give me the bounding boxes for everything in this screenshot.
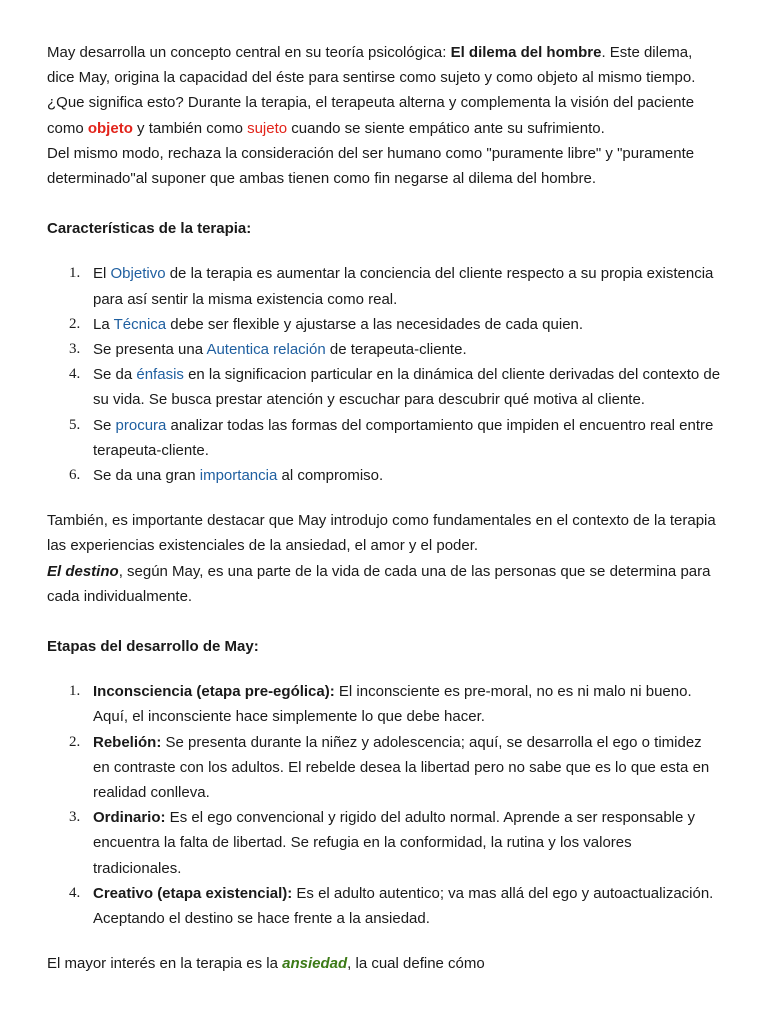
list-number: 5. <box>69 416 81 433</box>
item-text: en la significacion particular en la dinámica del cliente derivadas del contexto de su vida. Se busca prestar atención y escuchar para descubrir qué motiva al cliente. <box>93 366 721 409</box>
keyword-link: Objetivo <box>110 265 166 283</box>
intro-text-1: May desarrolla un concepto central en su teoría psicológica: <box>47 44 451 61</box>
keyword-link: procura <box>115 416 167 434</box>
list-item <box>69 261 722 311</box>
list-number: 4. <box>69 366 81 383</box>
list-item <box>69 730 722 806</box>
para-text: , la cual define cómo <box>347 955 485 973</box>
item-text: Se da <box>93 366 137 384</box>
item-text: Se presenta una <box>93 341 207 359</box>
para-text: El mayor interés en la terapia es la <box>47 955 283 973</box>
list-number: 2. <box>69 315 81 332</box>
item-text: Se <box>93 416 116 434</box>
objeto-word: objeto <box>87 119 133 137</box>
item-text: Se da una gran <box>93 467 200 485</box>
stage-title: Ordinario: <box>93 809 166 827</box>
list-item <box>69 805 722 881</box>
item-text: de terapeuta-cliente. <box>325 341 467 359</box>
list-item <box>69 881 722 931</box>
list-item <box>69 362 722 412</box>
stage-text: Es el adulto autentico; va mas allá del ego y autoactualización. Aceptando el destino se hace frente a la ansiedad. <box>93 884 714 928</box>
list-item <box>69 312 722 337</box>
list-number: 6. <box>69 467 81 484</box>
stage-title: Inconsciencia (etapa pre-ególica): <box>93 683 335 701</box>
stage-title: Creativo (etapa existencial): <box>93 884 293 902</box>
list-number: 3. <box>69 809 81 826</box>
ansiedad-paragraph <box>47 951 722 976</box>
item-text: La <box>93 315 114 333</box>
caracteristicas-list <box>47 261 722 488</box>
keyword-link: Autentica relación <box>206 341 326 359</box>
list-number: 4. <box>69 884 81 901</box>
caracteristicas-heading: Características de la terapia: <box>47 220 252 238</box>
el-destino-term: El destino <box>47 562 119 580</box>
keyword-link: énfasis <box>136 366 184 384</box>
ansiedad-term: ansiedad <box>282 955 348 973</box>
list-item <box>69 679 722 729</box>
item-text: El <box>93 265 111 283</box>
intro-paragraph <box>47 40 722 191</box>
sujeto-word: sujeto <box>247 119 288 137</box>
intro-text-4: cuando se siente empático ante su sufrimiento. <box>287 119 605 137</box>
list-item <box>69 463 722 488</box>
destino-paragraph <box>47 508 722 609</box>
intro-text-5: Del mismo modo, rechaza la consideración del ser humano como "puramente libre" y "puramente determinado"al suponer que ambas tienen como fin negarse al dilema del hombre. <box>47 144 695 188</box>
list-number: 1. <box>69 683 81 700</box>
stage-text: Es el ego convencional y rigido del adulto normal. Aprende a ser responsable y encuentra la falta de libertad. Se refugia en la conformidad, la rutina y los valores tradicionales. <box>93 809 696 877</box>
list-item <box>69 337 722 362</box>
item-text: de la terapia es aumentar la conciencia del cliente respecto a su propia existencia para así sentir la misma existencia como real. <box>93 265 714 308</box>
para-text: , según May, es una parte de la vida de cada una de las personas que se determina para cada individualmente. <box>47 562 711 605</box>
etapas-heading: Etapas del desarrollo de May: <box>47 638 259 656</box>
keyword-link: importancia <box>199 467 278 485</box>
intro-text-3: y también como <box>132 119 248 137</box>
item-text: analizar todas las formas del comportamiento que impiden el encuentro real entre terapeuta-cliente. <box>93 416 714 459</box>
item-text: debe ser flexible y ajustarse a las necesidades de cada quien. <box>166 315 584 333</box>
intro-text-2: . Este dilema, dice May, origina la capacidad del éste para sentirse como sujeto y como objeto al mismo tiempo. ¿Que significa esto? Durante la terapia, el terapeuta alterna y complementa la visión del paciente como <box>47 44 696 137</box>
dilema-del-hombre: El dilema del hombre <box>450 44 602 61</box>
list-number: 1. <box>69 265 81 282</box>
stage-text: El inconsciente es pre-moral, no es ni malo ni bueno. Aquí, el inconsciente hace simplemente lo que debe hacer. <box>93 683 692 726</box>
stage-title: Rebelión: <box>93 733 162 751</box>
list-number: 2. <box>69 733 81 750</box>
item-text: al compromiso. <box>277 467 384 485</box>
list-item <box>69 413 722 463</box>
stage-text: Se presenta durante la niñez y adolescencia; aquí, se desarrolla el ego o timidez en contraste con los adultos. El rebelde desea la libertad pero no sabe que es lo que esta en realidad conlleva. <box>93 733 710 802</box>
para-text: También, es importante destacar que May introdujo como fundamentales en el contexto de la terapia las experiencias existenciales de la ansiedad, el amor y el poder. <box>47 512 716 555</box>
etapas-list <box>47 679 722 931</box>
keyword-link: Técnica <box>113 315 167 333</box>
list-number: 3. <box>69 341 81 358</box>
